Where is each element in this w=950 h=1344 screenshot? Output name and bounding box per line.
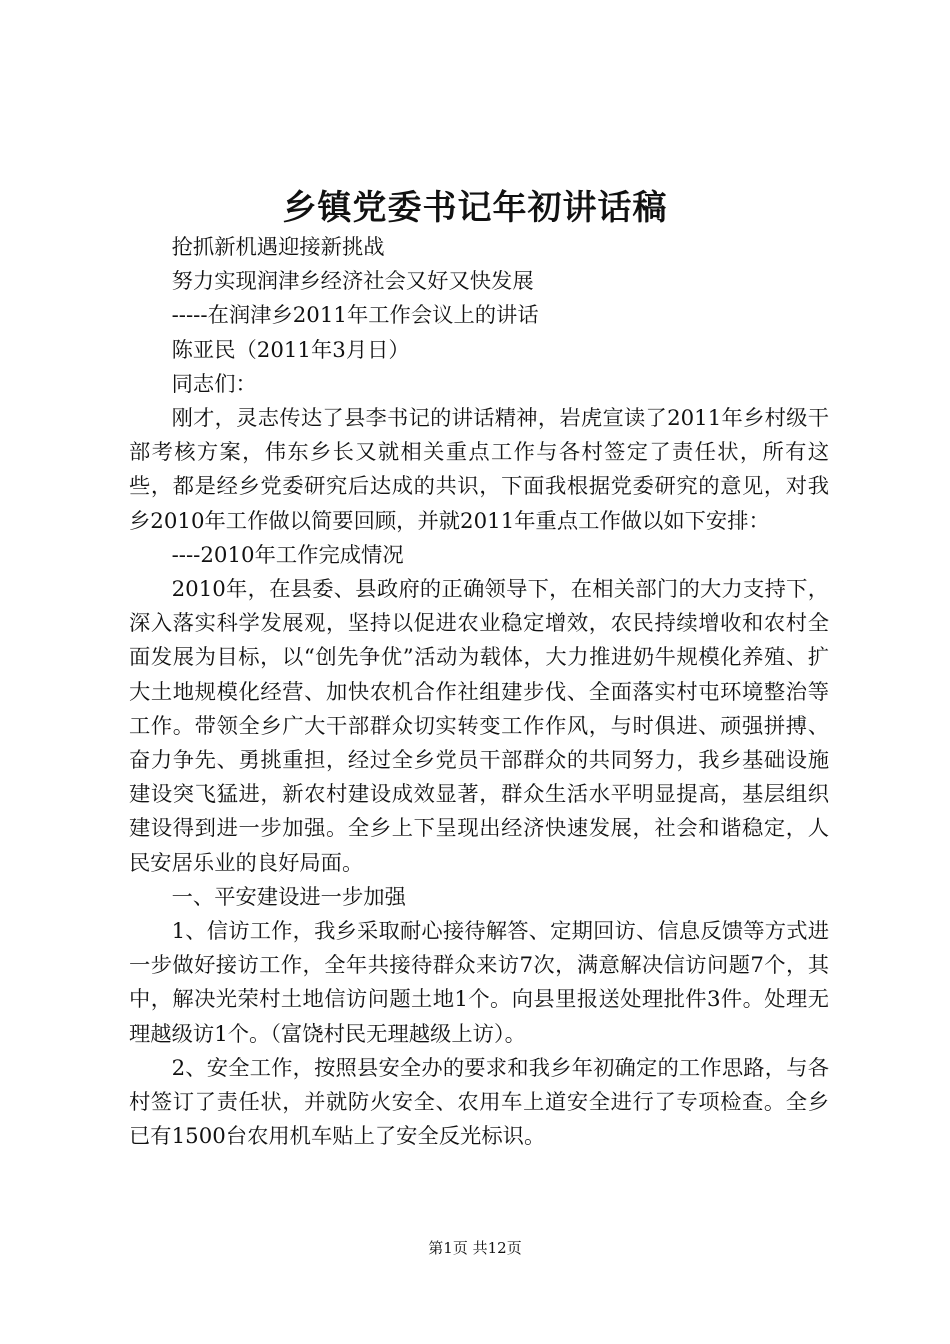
document-body xyxy=(129,231,829,1154)
salutation: 同志们： xyxy=(171,371,257,397)
section-heading-2010: ----2010年工作完成情况 xyxy=(171,542,404,568)
speech-occasion: -----在润津乡2011年工作会议上的讲话 xyxy=(171,303,539,329)
intro-paragraph: 刚才，灵志传达了县李书记的讲话精神，岩虎宣读了2011年乡村级干部考核方案，伟东乡长又就相关重点工作与各村签定了责任状，所有这些，都是经乡党委研究后达成的共识，下面我根据党委研究的意见，对我乡2010年工作做以简要回顾，并就2011年重点工作做以如下安排： xyxy=(129,406,829,534)
safety-paragraph: 2、安全工作，按照县安全办的要求和我乡年初确定的工作思路，与各村签订了责任状，并就防火安全、农用车上道安全进行了专项检查。全乡已有1500台农用机车贴上了安全反光标识。 xyxy=(129,1055,829,1150)
section-heading-safety: 一、平安建设进一步加强 xyxy=(171,884,406,910)
speaker-date: 陈亚民（2011年3月日） xyxy=(171,337,410,363)
document-title: 乡镇党委书记年初讲话稿 xyxy=(282,188,668,228)
page-footer: 第1页 共12页 xyxy=(428,1239,522,1257)
petition-paragraph: 1、信访工作，我乡采取耐心接待解答、定期回访、信息反馈等方式进一步做好接访工作，全年共接待群众来访7次，满意解决信访问题7个，其中，解决光荣村土地信访问题土地1个。向县里报送处理批件3件。处理无理越级访1个。（富饶村民无理越级上访）。 xyxy=(129,919,829,1047)
subtitle-line-2: 努力实现润津乡经济社会又好又快发展 xyxy=(171,269,534,295)
summary-paragraph: 2010年，在县委、县政府的正确领导下，在相关部门的大力支持下，深入落实科学发展观，坚持以促进农业稳定增效，农民持续增收和农村全面发展为目标，以“创先争优”活动为载体，大力推进奶牛规模化养殖、扩大土地规模化经营、加快农机合作社组建步伐、全面落实村屯环境整治等工作。带领全乡广大干部群众切实转变工作作风，与时俱进、顽强拼搏、奋力争先、勇挑重担，经过全乡党员干部群众的共同努力，我乡基础设施建设突飞猛进，新农村建设成效显著，群众生活水平明显提高，基层组织建设得到进一步加强。全乡上下呈现出经济快速发展，社会和谐稳定，人民安居乐业的良好局面。 xyxy=(129,577,829,876)
subtitle-line-1: 抢抓新机遇迎接新挑战 xyxy=(171,235,385,260)
